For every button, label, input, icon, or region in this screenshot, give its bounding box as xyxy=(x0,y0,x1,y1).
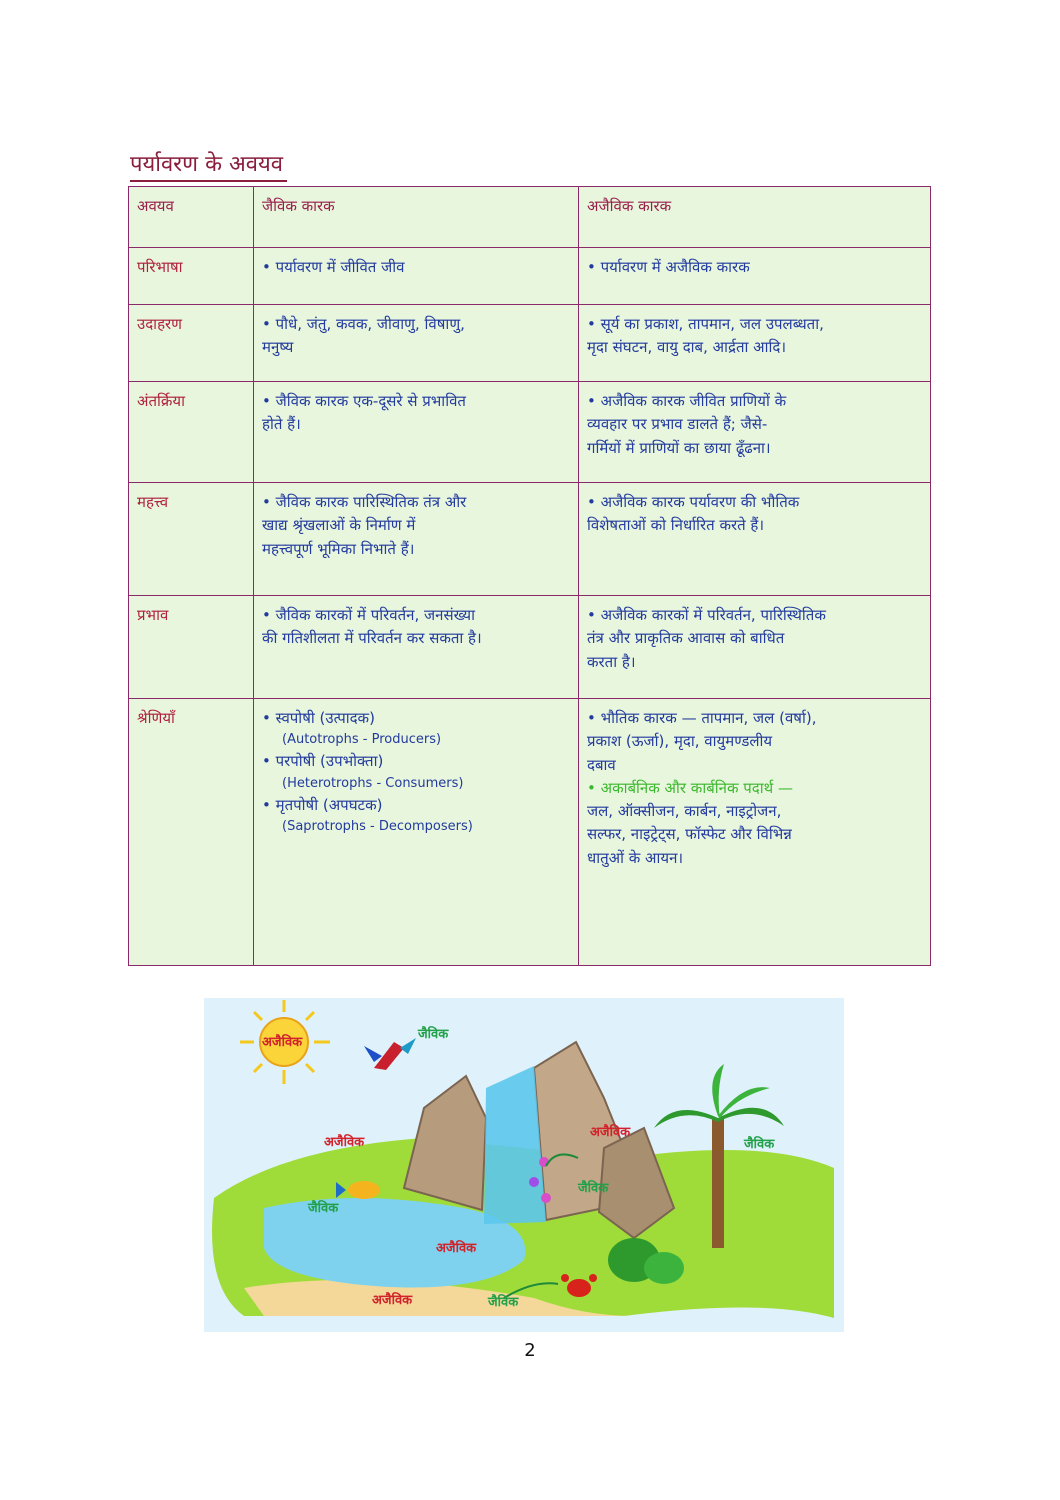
label-soil: अजैविक xyxy=(372,1293,413,1308)
physical-factors-line: प्रकाश (ऊर्जा), मृदा, वायुमण्डलीय xyxy=(587,732,773,751)
biotic-cell xyxy=(254,305,579,382)
abiotic-cell xyxy=(579,382,931,483)
table-row xyxy=(129,382,931,483)
cell-line: • अजैविक कारक पर्यावरण की भौतिक xyxy=(587,493,800,511)
biotic-cell xyxy=(254,596,579,699)
cell-line: • जैविक कारकों में परिवर्तन, जनसंख्या xyxy=(262,606,475,624)
chemical-factors-line: सल्फर, नाइट्रेट्स, फॉस्फेट और विभिन्न xyxy=(587,825,792,844)
cell-line: मनुष्य xyxy=(262,338,294,357)
category-autotroph-en: (Autotrophs - Producers) xyxy=(282,732,442,748)
category-heterotroph-en: (Heterotrophs - Consumers) xyxy=(282,775,464,791)
abiotic-cell xyxy=(579,483,931,596)
row-label: श्रेणियाँ xyxy=(129,699,254,966)
label-butterfly: जैविक xyxy=(578,1181,609,1196)
cell-line: • पर्यावरण में जीवित जीव xyxy=(262,258,405,276)
table-row xyxy=(129,596,931,699)
label-water: अजैविक xyxy=(436,1241,477,1256)
cell-line: • जैविक कारक एक-दूसरे से प्रभावित xyxy=(262,392,466,410)
table-row xyxy=(129,699,931,966)
components-table xyxy=(128,186,931,966)
cell-line: • पौधे, जंतु, कवक, जीवाणु, विषाणु, xyxy=(262,315,465,333)
cell-line: • अजैविक कारकों में परिवर्तन, पारिस्थितिक xyxy=(587,606,826,624)
chemical-factors-heading: • अकार्बनिक और कार्बनिक पदार्थ — xyxy=(587,778,793,797)
abiotic-cell xyxy=(579,305,931,382)
cell-line: की गतिशीलता में परिवर्तन कर सकता है। xyxy=(262,629,482,648)
cell-line: • सूर्य का प्रकाश, तापमान, जल उपलब्धता, xyxy=(587,315,824,333)
row-label: अंतर्क्रिया xyxy=(129,382,254,483)
label-sun: अजैविक xyxy=(262,1035,303,1050)
cell-line: महत्त्वपूर्ण भूमिका निभाते हैं। xyxy=(262,539,415,558)
row-label: परिभाषा xyxy=(129,248,254,305)
cell-line: खाद्य श्रृंखलाओं के निर्माण में xyxy=(262,516,416,535)
label-fish: जैविक xyxy=(308,1201,339,1216)
table-row xyxy=(129,248,931,305)
physical-factors-line: दबाव xyxy=(587,755,616,774)
table-row xyxy=(129,305,931,382)
row-label: प्रभाव xyxy=(129,596,254,699)
label-crab: जैविक xyxy=(488,1295,519,1310)
biotic-cell xyxy=(254,699,579,966)
category-saprotroph-en: (Saprotrophs - Decomposers) xyxy=(282,819,473,835)
header-abiotic: अजैविक कारक xyxy=(579,187,931,248)
cell-line: • जैविक कारक पारिस्थितिक तंत्र और xyxy=(262,493,467,511)
row-label: उदाहरण xyxy=(129,305,254,382)
label-rock: अजैविक xyxy=(590,1125,631,1140)
biotic-cell xyxy=(254,382,579,483)
cell-line: होते हैं। xyxy=(262,415,301,434)
category-saprotroph: • मृतपोषी (अपघटक) xyxy=(262,795,383,814)
category-heterotroph: • परपोषी (उपभोक्ता) xyxy=(262,752,384,771)
chemical-factors-line: जल, ऑक्सीजन, कार्बन, नाइट्रोजन, xyxy=(587,802,782,820)
label-parrot: जैविक xyxy=(418,1027,449,1042)
table-row xyxy=(129,483,931,596)
table-header-row xyxy=(129,187,931,248)
biotic-cell xyxy=(254,248,579,305)
row-label: महत्त्व xyxy=(129,483,254,596)
cell-line: मृदा संघटन, वायु दाब, आर्द्रता आदि। xyxy=(587,338,787,357)
header-component: अवयव xyxy=(129,187,254,248)
biotic-cell xyxy=(254,483,579,596)
cell-line: • पर्यावरण में अजैविक कारक xyxy=(587,258,750,276)
page-number: 2 xyxy=(524,1340,536,1361)
label-air: अजैविक xyxy=(324,1135,365,1150)
cell-line: करता है। xyxy=(587,652,636,671)
abiotic-cell xyxy=(579,248,931,305)
cell-line: • अजैविक कारक जीवित प्राणियों के xyxy=(587,392,787,410)
label-tree: जैविक xyxy=(744,1137,775,1152)
header-biotic: जैविक कारक xyxy=(254,187,579,248)
abiotic-cell xyxy=(579,596,931,699)
ecosystem-illustration xyxy=(204,998,844,1332)
chemical-factors-line: धातुओं के आयन। xyxy=(587,848,684,867)
cell-line: व्यवहार पर प्रभाव डालते हैं; जैसे- xyxy=(587,415,768,434)
cell-line: गर्मियों में प्राणियों का छाया ढूँढना। xyxy=(587,438,771,457)
abiotic-cell xyxy=(579,699,931,966)
physical-factors-line: • भौतिक कारक — तापमान, जल (वर्षा), xyxy=(587,709,817,727)
cell-line: विशेषताओं को निर्धारित करते हैं। xyxy=(587,516,765,535)
cell-line: तंत्र और प्राकृतिक आवास को बाधित xyxy=(587,629,785,648)
page-title: पर्यावरण के अवयव xyxy=(130,148,287,182)
category-autotroph: • स्वपोषी (उत्पादक) xyxy=(262,709,375,727)
